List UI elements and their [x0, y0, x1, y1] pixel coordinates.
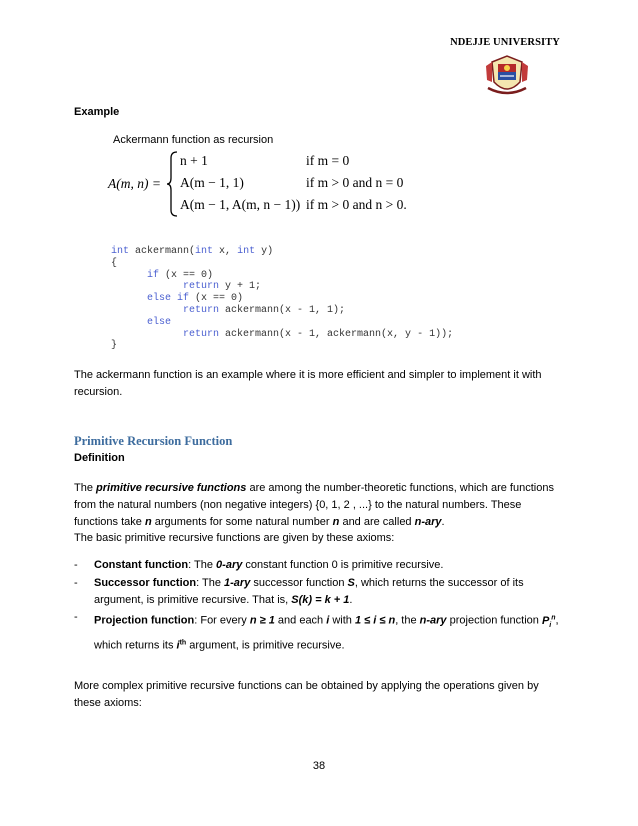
- ackermann-explanation: The ackermann function is an example where it is more efficient and simpler to implement it with recursion.: [74, 369, 542, 398]
- university-name: NDEJJE UNIVERSITY: [450, 37, 560, 48]
- university-crest-icon: [484, 52, 530, 98]
- left-brace-icon: [166, 150, 178, 218]
- closing-paragraph: More complex primitive recursive functions can be obtained by applying the operations given by these axioms:: [74, 680, 539, 709]
- case-expr-2: A(m − 1, 1): [180, 175, 244, 190]
- code-block: int ackermann(int x, int y) { if (x == 0) return y + 1; else if (x == 0) return ackermann(x - 1, 1); else return ackermann(x - 1, ackermann(x, y - 1)); }: [111, 246, 454, 352]
- axioms-intro: The basic primitive recursive functions are given by these axioms:: [74, 532, 395, 544]
- ackermann-formula: [108, 150, 438, 218]
- case-cond-3: if m > 0 and n > 0.: [306, 197, 407, 212]
- case-cond-1: if m = 0: [306, 153, 350, 168]
- formula-lhs: A(m, n) =: [108, 176, 161, 191]
- page-number: 38: [312, 760, 326, 772]
- document-page: NDEJJE UNIVERSITY Example Ackermann function as recursion A(m, n) = n + 1 if m = 0 A(m − 1, 1) if m > 0 and n = 0 A(m − 1, A(m, n − 1)) if m > 0 and n > 0. int ackermann(int x, int y) { if (x == 0) return y + 1; else if (x == 0) return ackermann(x - 1, 1); else return ackermann(x - 1, ackermann(x, y - 1)); } The ackermann function is an example where it is more efficient and simpler to implement it with recursion. Primitive Recursion Function Definition The primitive recursive functions are among the number-theoretic functions, which are functions from the natural numbers (non negative integers) {0, 1, 2 , ...} to the natural numbers. These functions take n arguments for some natural number n and are called n-ary. The basic primitive recursive functions are given by these axioms: - Constant function: The 0-ary constant function 0 is primitive recursive. - Successor function: The 1-ary successor function S, which returns the successor of its argument, is primitive recursive. That is, S(k) = k + 1. - Projection function: For every n ≥ 1 and each i with 1 ≤ i ≤ n, the n-ary projection function $P_i^n$, which returns its $i^{th}$ argument, is primitive recursive. More complex primitive recursive functions can be obtained by applying the operations given by these axioms: 38: [0, 0, 638, 826]
- section-heading: Primitive Recursion Function: [74, 434, 233, 448]
- case-expr-1: n + 1: [180, 153, 208, 168]
- example-label: Example: [74, 106, 120, 118]
- definition-label: Definition: [74, 452, 125, 464]
- case-expr-3: A(m − 1, A(m, n − 1)): [180, 197, 301, 212]
- case-cond-2: if m > 0 and n = 0: [306, 175, 404, 190]
- example-subtitle: Ackermann function as recursion: [113, 134, 274, 146]
- definition-paragraph: The primitive recursive functions are among the number-theoretic functions, which are functions from the natural numbers (non negative integers) {0, 1, 2 , ...} to the natural numbers. These functions take n arguments for some natural number n and are called n-ary.: [74, 482, 554, 528]
